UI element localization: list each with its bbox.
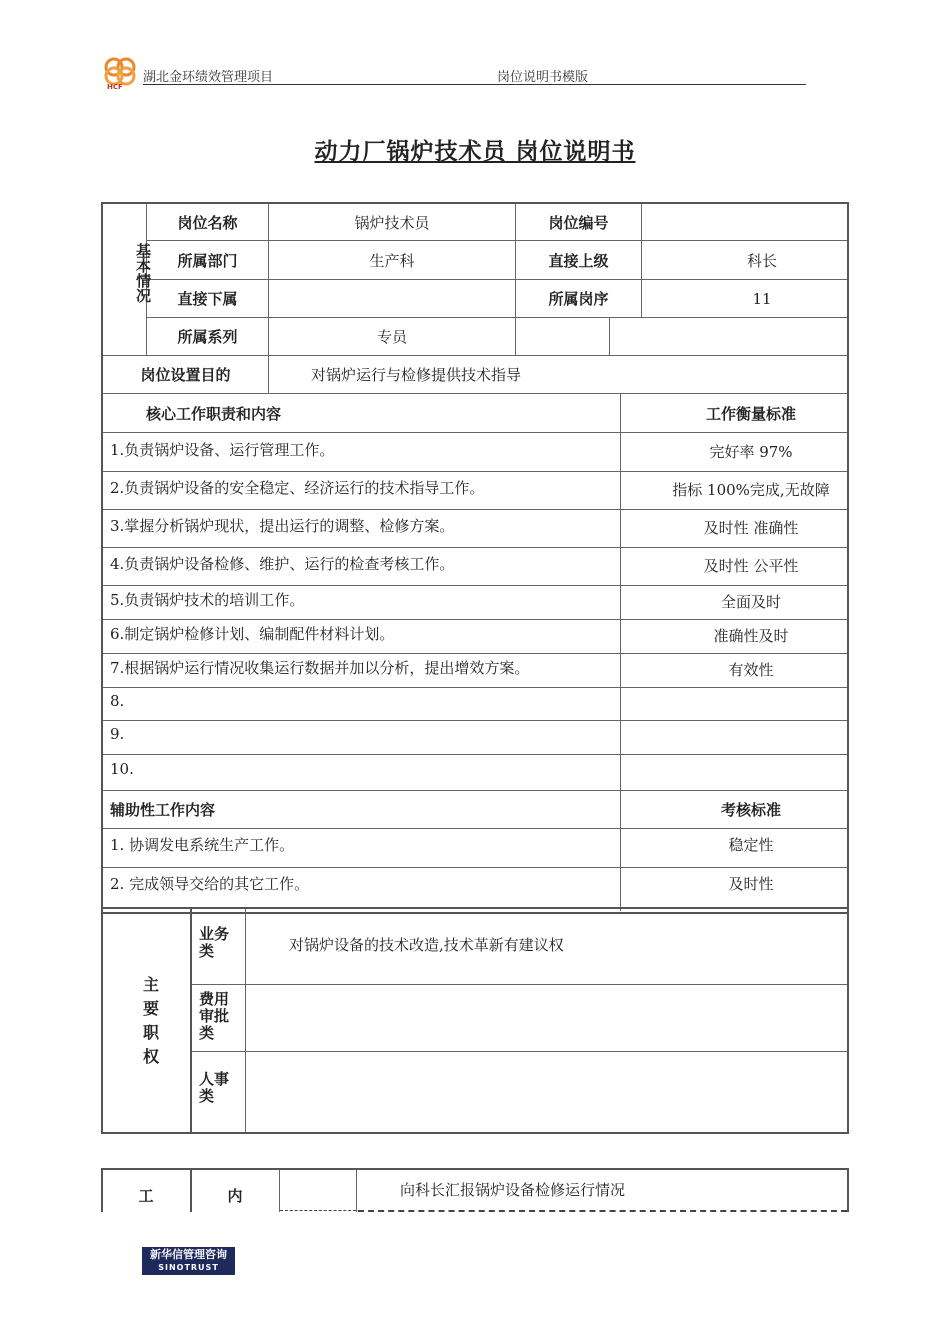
purpose-text: 对锅炉运行与检修提供技术指导 [311,366,522,384]
core-row-3-duty: 3.掌握分析锅炉现状，提出运行的调整、检修方案。 [110,516,455,535]
business-text: 对锅炉设备的技术改造,技术革新有建议权 [289,935,564,954]
dept-label: 所属部门 [177,251,238,270]
work-col1: 工 [138,1186,154,1205]
personnel-label: 人事类 [199,1070,230,1105]
superior-value: 科长 [746,251,777,270]
logo-text: HCF [107,83,123,91]
post-no-value [642,204,847,240]
work-col2: 内 [227,1186,243,1205]
aux-row-2-duty: 2. 完成领导交给的其它工作。 [110,875,310,893]
rank-label: 所属岗序 [548,290,609,308]
core-row-7-duty: 7.根据锅炉运行情况收集运行数据并加以分析，提出增效方案。 [110,658,530,677]
footer-logo-cn: 新华信管理咨询 [150,1248,227,1261]
core-row-6-duty: 6.制定锅炉检修计划、编制配件材料计划。 [110,624,395,643]
series-label: 所属系列 [177,328,238,346]
rank-value: 11 [752,289,772,308]
aux-header-left: 辅助性工作内容 [110,801,216,819]
divider [356,1170,357,1212]
subordinate-value [269,280,515,317]
header-logo [101,56,139,92]
personnel-text [283,1053,803,1131]
core-header-left: 核心工作职责和内容 [146,404,282,423]
core-row-2-standard: 指标 100%完成,无故障 [672,480,830,499]
core-row-5-duty: 5.负责锅炉技术的培训工作。 [110,590,305,609]
core-row-8-duty: 8. [110,691,125,710]
aux-header-right: 考核标准 [720,801,781,819]
superior-label: 直接上级 [548,251,609,270]
aux-row-1-standard: 稳定性 [728,836,774,854]
core-row-1-duty: 1.负责锅炉设备、运行管理工作。 [110,440,335,459]
core-row-5-standard: 全面及时 [720,592,781,611]
divider [609,318,610,355]
core-row-7-standard: 有效性 [728,660,774,679]
subordinate-label: 直接下属 [177,290,238,308]
work-text: 向科长汇报锅炉设备检修运行情况 [400,1180,626,1199]
dashed-line [280,1210,356,1211]
header-doc-type: 岗位说明书模版 [497,70,589,85]
footer-logo-en: SINOTRUST [158,1263,219,1272]
core-row-8-standard [621,687,881,718]
dept-value: 生产科 [369,251,415,270]
series-value: 专员 [376,328,407,346]
core-header-right: 工作衡量标准 [705,404,796,423]
post-name-label: 岗位名称 [177,213,238,232]
post-name-value: 锅炉技术员 [354,213,430,232]
core-row-10-standard [621,754,881,788]
core-row-2-duty: 2.负责锅炉设备的安全稳定、经济运行的技术指导工作。 [110,478,485,497]
core-row-6-standard: 准确性及时 [713,626,789,645]
purpose-label: 岗位设置目的 [140,366,231,384]
core-row-3-standard: 及时性 准确性 [703,518,799,537]
aux-row-1-duty: 1. 协调发电系统生产工作。 [110,836,295,854]
authority-label: 主要职权 [143,975,160,1066]
core-row-4-standard: 及时性 公平性 [703,556,799,575]
aux-row-2-standard: 及时性 [728,875,774,893]
expense-text [283,986,803,1050]
post-no-label: 岗位编号 [548,213,609,232]
divider [245,909,246,1132]
core-row-4-duty: 4.负责锅炉设备检修、维护、运行的检查考核工作。 [110,554,455,573]
basic-section-label: 基本情况 [134,243,152,303]
header-company: 湖北金环绩效管理项目 [143,70,274,85]
core-row-1-standard: 完好率 97% [709,442,793,461]
page-title: 动力厂锅炉技术员 岗位说明书 [314,139,636,165]
core-row-10-duty: 10. [110,760,134,778]
dashed-line [358,1210,847,1212]
business-label: 业务类 [199,925,230,960]
footer-logo [142,1247,235,1275]
core-row-9-standard [621,720,881,752]
divider [192,984,847,985]
expense-label: 费用审批类 [199,990,230,1042]
divider [279,1170,280,1212]
header-rule [143,84,806,85]
core-row-9-duty: 9. [110,725,125,743]
divider [192,1051,847,1052]
